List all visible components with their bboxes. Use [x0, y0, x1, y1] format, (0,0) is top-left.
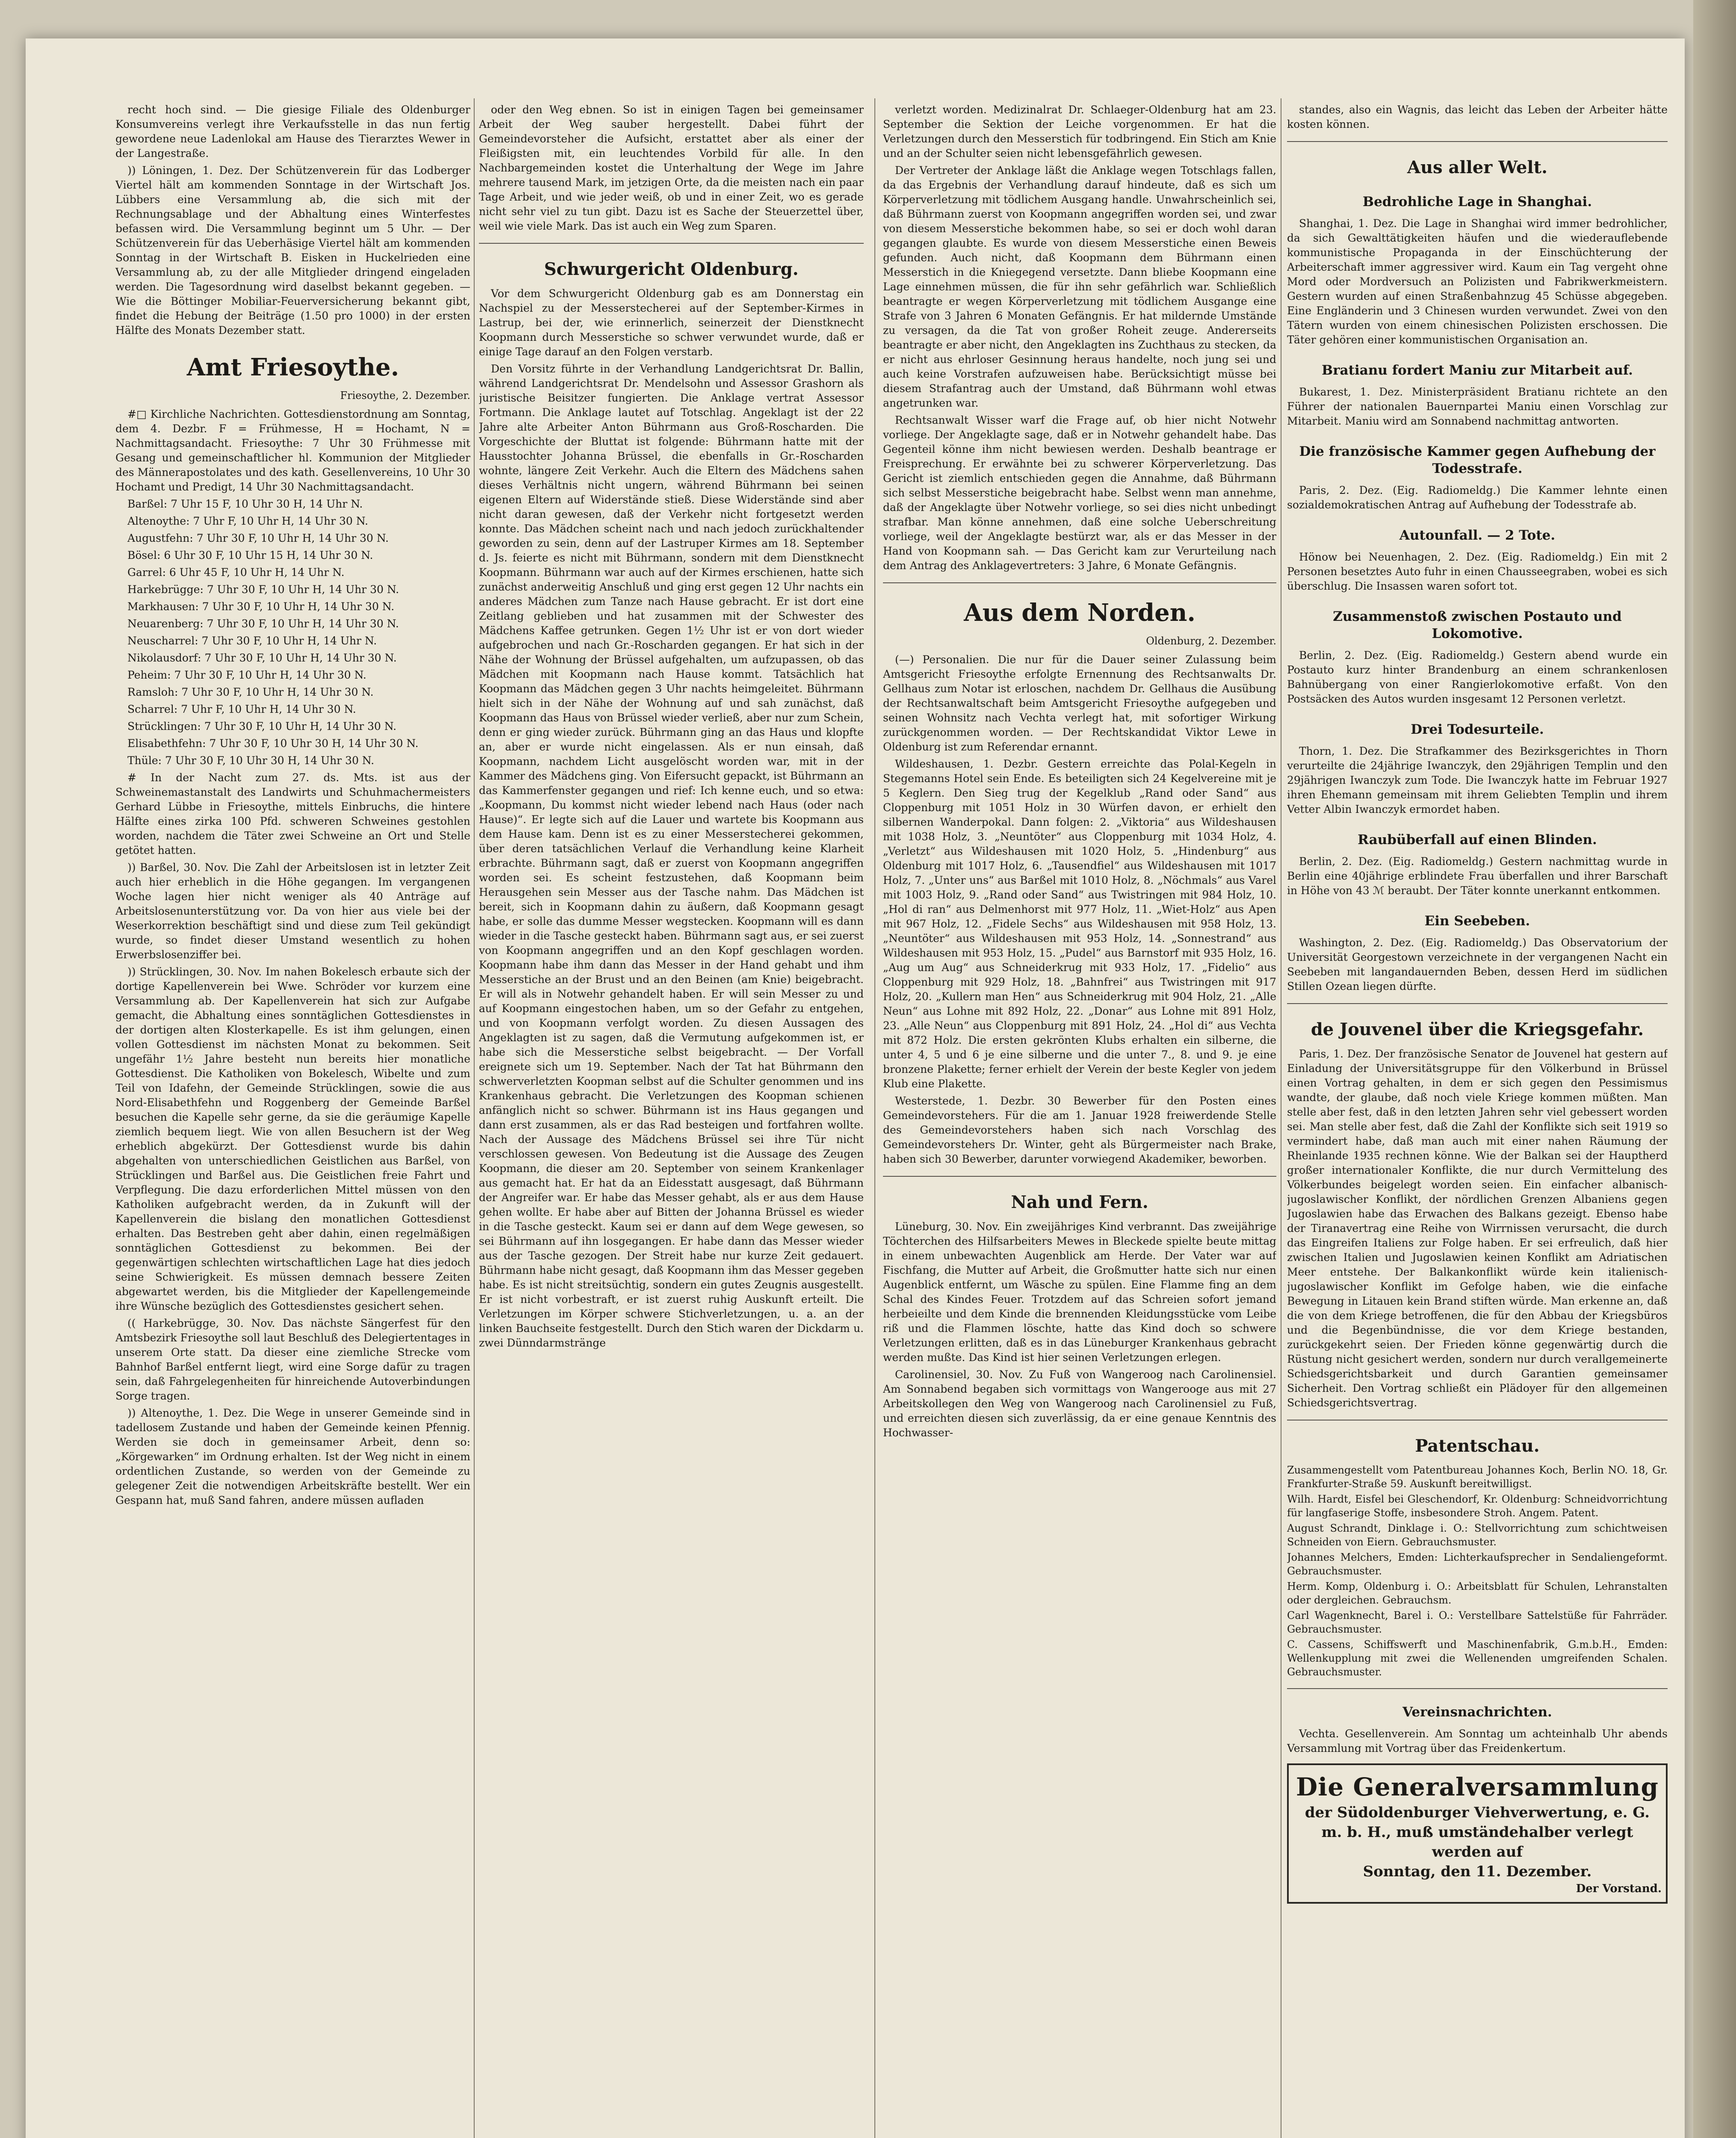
ad-title: Die Generalversammlung [1296, 1772, 1659, 1801]
article-text: Carolinensiel, 30. Nov. Zu Fuß von Wangeroog nach Carolinensiel. Am Sonnabend begaben sich vormittags von Wangerooge aus mit 27 Arbeitskollegen den Weg von Wangeroog nach Carolinensiel zu Fuß, und erreichten diesen sich zuverlässig, da er eine genaue Kenntnis des Hochwasser- [883, 1368, 1276, 1439]
article-headline: Die französische Kammer gegen Aufhebung der Todesstrafe. [1299, 444, 1656, 476]
patent-entry: Carl Wagenknecht, Barel i. O.: Verstellbare Sattelstüße für Fahrräder. Gebrauchsmuster. [1287, 1609, 1668, 1635]
article-text: Berlin, 2. Dez. (Eig. Radiomeldg.) Gestern nachmittag wurde in Berlin eine 40jährige erblindete Frau überfallen und ihrer Barschaft in Höhe von 43 ℳ beraubt. Der Täter konnte unerkannt entkommen. [1287, 855, 1668, 897]
article-headline: Autounfall. — 2 Tote. [1399, 528, 1556, 543]
schedule-line: Barßel: 7 Uhr 15 F, 10 Uhr 30 H, 14 Uhr N. [127, 498, 363, 510]
column-1 [115, 103, 470, 2138]
article-text: )) Barßel, 30. Nov. Die Zahl der Arbeitslosen ist in letzter Zeit auch hier erheblich in die Höhe gegangen. Im vergangenen Woche lagen hier nicht weniger als 40 Anträge auf Arbeitslosenunterstützung vor. Da von hier aus viele bei der Weserkorrektion beschäftigt sind und diese zum Teil gekündigt wurde, so findet dieser Umstand wesentlich zu hohen Erwerbslosenziffer bei. [115, 861, 470, 961]
patent-entry: Herm. Komp, Oldenburg i. O.: Arbeitsblatt für Schulen, Lehranstalten oder dergleichen. Gebrauchsm. [1287, 1580, 1668, 1606]
separator [883, 1176, 1276, 1177]
schedule-line: Scharrel: 7 Uhr F, 10 Uhr H, 14 Uhr 30 N. [127, 703, 356, 715]
schedule-line: Garrel: 6 Uhr 45 F, 10 Uhr H, 14 Uhr N. [127, 566, 345, 579]
column-3 [883, 103, 1276, 2138]
separator [1287, 1003, 1668, 1004]
patent-intro: Zusammengestellt vom Patentbureau Johannes Koch, Berlin NO. 18, Gr. Frankfurter-Straße 59. Auskunft bereitwilligst. [1287, 1464, 1668, 1490]
article-text: Lüneburg, 30. Nov. Ein zweijähriges Kind verbrannt. Das zweijährige Töchterchen des Hilfsarbeiters Mewes in Bleckede spielte beute mittag in einem unbewachten Augenblick am Herde. Der Vater war auf Fischfang, die Mutter auf Arbeit, die Großmutter hatte sich nur einen Augenblick entfernt, um Wäsche zu spülen. Eine Flamme fing an dem Schal des Kindes Feuer. Trotzdem auf das Schreien sofort jemand herbeieilte und dem Kinde die brennenden Kleidungsstücke vom Leibe riß und die Flammen löschte, hatte das Kind doch so schwere Verletzungen erlitten, daß es in das Lüneburger Krankenhaus gebracht werden mußte. Das Kind ist hier seinen Verletzungen erlegen. [883, 1220, 1276, 1364]
section-heading-aus-dem-norden: Aus dem Norden. [964, 599, 1196, 627]
schedule-line: Augustfehn: 7 Uhr 30 F, 10 Uhr H, 14 Uhr 30 N. [127, 532, 389, 544]
article-text: #□ Kirchliche Nachrichten. Gottesdienstordnung am Sonntag, dem 4. Dezbr. F = Frühmesse, H = Hochamt, N = Nachmittagsandacht. Friesoythe: 7 Uhr 30 Frühmesse mit Gesang und gemeinschaftlicher hl. Kommunion der Mitglieder des Männerapostolates und des kath. Gesellenvereins, 10 Uhr 30 Hochamt und Predigt, 14 Uhr 30 Nachmittagsandacht. [115, 408, 470, 493]
ad-date: Sonntag, den 11. Dezember. [1363, 1863, 1592, 1880]
article-text: (( Harkebrügge, 30. Nov. Das nächste Sängerfest für den Amtsbezirk Friesoythe soll laut Beschluß des Delegiertentages in unserem Orte statt. Da dieser eine ziemliche Strecke vom Bahnhof Barßel entfernt liegt, wird eine Sorge dafür zu tragen sein, daß Fahrgelegenheiten für hinreichende Autoverbindungen Sorge tragen. [115, 1317, 470, 1402]
advertisement-box [1287, 1763, 1668, 1904]
schedule-line: Peheim: 7 Uhr 30 F, 10 Uhr H, 14 Uhr 30 N. [127, 669, 366, 681]
patent-entry: Johannes Melchers, Emden: Lichterkaufsprecher in Sendaliengeformt. Gebrauchsmuster. [1287, 1551, 1668, 1577]
schedule-line: Nikolausdorf: 7 Uhr 30 F, 10 Uhr H, 14 Uhr 30 N. [127, 652, 397, 664]
article-text: Bukarest, 1. Dez. Ministerpräsident Bratianu richtete an den Führer der nationalen Bauernpartei Maniu einen Vorschlag zur Mitarbeit. Maniu wird am Sonnabend nachmittag antworten. [1287, 386, 1668, 427]
schedule-line: Neuscharrel: 7 Uhr 30 F, 10 Uhr H, 14 Uhr N. [127, 635, 377, 647]
article-headline: Bratianu fordert Maniu zur Mitarbeit auf. [1322, 363, 1633, 378]
column-4 [1287, 103, 1668, 2138]
section-heading-nah-und-fern: Nah und Fern. [1011, 1192, 1148, 1212]
article-text: Rechtsanwalt Wisser warf die Frage auf, ob hier nicht Notwehr vorliege. Der Angeklagte sage, daß er in Notwehr gehandelt habe. Das Gegenteil könne ihm nicht bewiesen werden. Deshalb beantrage er Freisprechung. Er erwähnte bei zu schwerer Körperverletzung. Das Gericht ist ziemlich entschieden gegen die Annahme, daß Bührmann sich selbst Messerstiche beigebracht habe. Selbst wenn man annehme, daß der Angeklagte über Notwehr vorliege, so sei dies nicht unbedingt strafbar. Man könne annehmen, daß eine solche Ueberschreitung vorliege, weil der Angeklagte bestürzt war, als er das Messer in der Hand von Koopmann sah. — Das Gericht kam zur Verurteilung nach dem Antrag des Anklagevertreters: 3 Jahre, 6 Monate Gefängnis. [883, 414, 1276, 572]
schedule-line: Bösel: 6 Uhr 30 F, 10 Uhr 15 H, 14 Uhr 30 N. [127, 549, 373, 561]
patent-entry: C. Cassens, Schiffswerft und Maschinenfabrik, G.m.b.H., Emden: Wellenkupplung mit zwei die Wellenenden umgreifenden Schalen. Gebrauchsmuster. [1287, 1639, 1668, 1678]
dateline: Friesoythe, 2. Dezember. [340, 390, 470, 402]
page-binding-edge [1693, 0, 1736, 2138]
article-text: Paris, 2. Dez. (Eig. Radiomeldg.) Die Kammer lehnte einen sozialdemokratischen Antrag auf Aufhebung der Todesstrafe ab. [1287, 484, 1668, 511]
article-text: Paris, 1. Dez. Der französische Senator de Jouvenel hat gestern auf Einladung der Universitätsgruppe für den Völkerbund in Brüssel einen Vortrag gehalten, in dem er sich gegen den Pessimismus wandte, der glaube, daß noch viele Kriege kommen müßten. Man stelle aber fest, daß in den letzten Jahren sehr viel gebessert worden sei. Man stelle aber fest, daß die Zahl der Konflikte sich seit 1919 so vermindert habe, daß man auch mit einer nahen Räumung der Rheinlande 1935 rechnen könne. Wie der Balkan sei der Hauptherd großer internationaler Konflikte, die nur durch Vermittelung des Völkerbundes beigelegt worden seien. Ein einfacher albanisch-jugoslawischer Konflikt, der nördlichen Grenzen Albaniens gegen Jugoslawien habe das Erwachen des Balkans gezeigt. Ebenso habe der Tiranavertrag eine Reihe von Wirrnissen verursacht, die durch das Eingreifen Italiens zur Folge haben. Er sei erfreulich, daß hier zwischen Italien und Jugoslawien keinen Konflikt am Adriatischen Meer entstehe. Der Balkankonflikt würde kein italienisch-jugoslawischer Konflikt im Gefolge haben, wie die einfache Bewegung in Litauen kein Brand stiften würde. Man erkenne an, daß die von dem Kriege betroffenen, die für den Abbau der Kriegsbüros und die Begenbündnisse, die vor dem Kriege bestanden, zurückgekehrt seien. Der Frieden könne gegenwärtig durch die Rüstung nicht gesichert werden, sondern nur durch verallgemeinerte Schiedsgerichtsbarkeit und durch Garantien gemeinsamer Sicherheit. Den Vortrag schließt ein Plädoyer für den allgemeinen Schiedsgerichtsvertrag. [1287, 1048, 1668, 1409]
column-2 [479, 103, 864, 2138]
article-headline: Ein Seebeben. [1424, 913, 1530, 929]
article-text: Westerstede, 1. Dezbr. 30 Bewerber für den Posten eines Gemeindevorstehers. Für die am 1. Januar 1928 freiwerdende Stelle des Gemeindevorstehers haben sich nach Vorschlag des Gemeindevorstehers Dr. Winter, geht als Bürgermeister nach Brake, haben sich 30 Bewerber, darunter vorwiegend Akademiker, beworben. [883, 1095, 1276, 1165]
schedule-line: Harkebrügge: 7 Uhr 30 F, 10 Uhr H, 14 Uhr 30 N. [127, 583, 399, 596]
ad-signature: Der Vorstand. [1576, 1882, 1662, 1895]
article-text: # In der Nacht zum 27. ds. Mts. ist aus der Schweinemastanstalt des Landwirts und Schuhmachermeisters Gerhard Lübbe in Friesoythe, mittels Einbruchs, die hintere Hälfte eines zirka 100 Pfd. schweren Schweines gestohlen worden, nachdem die Täter zwei Schweine an Ort und Stelle getötet hatten. [115, 771, 470, 856]
patent-entry: Wilh. Hardt, Eisfel bei Gleschendorf, Kr. Oldenburg: Schneidvorrichtung für langfaserige Stoffe, insbesondere Stroh. Angem. Patent. [1287, 1493, 1668, 1519]
article-text: )) Löningen, 1. Dez. Der Schützenverein für das Lodberger Viertel hält am kommenden Sonntage in der Wirtschaft Jos. Lübbers eine Versammlung ab, die sich mit der Rechnungsablage und der Abhaltung eines Winterfestes befassen wird. Die Versammlung beginnt um 5 Uhr. — Der Schützenverein für das Ueberhäsige Viertel hält am kommenden Sonntag in der Wirtschaft B. Eisken in Huckelrieden eine Versammlung ab, zu der alle Mitglieder dringend eingeladen werden. Die Tagesordnung wird daselbst bekannt gegeben. — Wie die Böttinger Mobiliar-Feuerversicherung bekannt gibt, findet die Hebung der Beiträge (1.50 pro 1000) in der ersten Hälfte des Monats Dezember statt. [115, 164, 470, 337]
newspaper-page [26, 38, 1685, 2138]
article-text: Der Vertreter der Anklage läßt die Anklage wegen Totschlags fallen, da das Ergebnis der Verhandlung darauf hindeute, daß es sich um Körperverletzung mit tödlichem Ausgang handle. Unwahrscheinlich sei, daß Bührmann zuerst von Koopmann angegriffen worden sei, und zwar von diesem Messerstiche bekommen habe, so sei er doch wohl daran gegangen glaubte. Es wurde von diesem Messerstiche einen Beweis gefunden. Auch nicht, daß Koopmann dem Bührmann einen Messerstich in die Kniegegend versetzte. Dann bliebe Koopmann eine Lage einnehmen müssen, die für ihn sehr gefährlich war. Schließlich beantragte er wegen Körperverletzung mit tödlichem Ausgange eine Strafe von 3 Jahren 6 Monaten Gefängnis. Er hat mildernde Umstände zu versagen, da die Tat von großer Roheit zeuge. Andererseits beantragte er aber nicht, den Angeklagten ins Zuchthaus zu stecken, da er nicht aus ehrloser Gesinnung heraus handelte, noch jung sei und auch keine Vorstrafen aufzuweisen habe. Berücksichtigt müsse bei diesem Strafantrag auch der Umstand, daß Bührmann wohl etwas angetrunken war. [883, 164, 1276, 409]
schedule-line: Elisabethfehn: 7 Uhr 30 F, 10 Uhr 30 H, 14 Uhr 30 N. [127, 737, 419, 750]
article-text: )) Altenoythe, 1. Dez. Die Wege in unserer Gemeinde sind in tadellosem Zustande und haben der Gemeinde keinen Pfennig. Werden sie doch in gemeinsamer Arbeit, denn so: „Körgewarken“ im Ordnung erhalten. Ist der Weg nicht in einem ordentlichen Zustande, so werden von der Gemeinde zu gelegener Zeit die notwendigen Arbeitskräfte bestellt. Wer ein Gespann hat, muß Sand fahren, andere müssen aufladen [115, 1407, 470, 1506]
schedule-line: Thüle: 7 Uhr 30 F, 10 Uhr 30 H, 14 Uhr 30 N. [127, 754, 375, 767]
article-text: Shanghai, 1. Dez. Die Lage in Shanghai wird immer bedrohlicher, da sich Gewalttätigkeiten häufen und die wiederauflebende kommunistische Propaganda in der Einschüchterung der Arbeiterschaft immer aggressiver wird. Kaum ein Tag vergeht ohne Mord oder Mordversuch an Polizisten und Fabrikwerkmeistern. Gestern wurden auf einen Straßenbahnzug 45 Schüsse abgegeben. Eine Engländerin und 3 Chinesen wurden verwundet. Zwei von den Tätern wurden von einem chinesischen Polizisten erschossen. Die Täter gehören einer kommunistischen Organisation an. [1287, 217, 1668, 346]
article-text: )) Strücklingen, 30. Nov. Im nahen Bokelesch erbaute sich der dortige Kapellenverein bei Wwe. Schröder vor kurzem eine Versammlung ab. Der Kapellenverein hat sich zur Aufgabe gemacht, die Abhaltung eines sonntäglichen Gottesdienstes in der dortigen alten Klosterkapelle. Es ist ihm gelungen, einen vollen Gottesdienst im nächsten Monat zu bekommen. Seit ungefähr 1½ Jahre besteht nun bereits hier monatliche Gottesdienst. Die Katholiken von Bokelesch, Wibelte und zum Teil von Idafehn, der Gemeinde Strücklingen, sowie die aus Nord-Elisabethfehn und Roggenberg der Gemeinde Barßel besuchen die Kapelle sehr gerne, da sie die geräumige Kapelle ziemlich bequem liegt. Wie von allen Besuchern ist der Weg erheblich abgekürzt. Der Gottesdienst wurde bis dahin abgehalten von unterschiedlichen Geistlichen aus Barßel, von Strücklingen und Barßel aus. Die Geistlichen freie Fahrt und Verpflegung. Die dazu erforderlichen Mittel müssen von den Katholiken aufgebracht werden, da in Zukunft will der Kapellenverein die bislang den monatlichen Gottesdienst erhalten. Das Bestreben geht aber dahin, einen regelmäßigen sonntäglichen Gottesdienst zu bekommen. Bei der gegenwärtigen schlechten wirtschaftlichen Lage hat dies jedoch seine Schwierigkeit. Es müssen demnach bessere Zeiten abgewartet werden, bis die Mitglieder der Kapellengemeinde ihre Wünsche bezüglich des Gottesdienstes gesichert sehen. [115, 966, 470, 1312]
article-text: Den Vorsitz führte in der Verhandlung Landgerichtsrat Dr. Ballin, während Landgerichtsrat Dr. Mendelsohn und Assessor Grashorn als juristische Beisitzer fungierten. Die Anklage vertrat Assessor Fortmann. Die Anklage lautet auf Totschlag. Angeklagt ist der 22 Jahre alte Arbeiter Anton Bührmann aus Groß-Roscharden. Die Vorgeschichte der Bluttat ist folgende: Bührmann hatte mit der Hausstochter Johanna Brüssel, die ebenfalls in Gr.-Roscharden wohnte, längere Zeit Verkehr. Auch die Eltern des Mädchens sahen dieses Verhältnis nicht ungern, während Bührmann bei seinen eigenen Eltern auf Widerstände stieß. Diese Widerstände sind aber nicht daran gewesen, daß der Verkehr nicht fortgesetzt werden konnte. Das Mädchen scheint nach und nach jedoch zurückhaltender geworden zu sein, denn auf der Lastruper Kirmes am 18. September d. Js. feierte es nicht mit Bührmann, sondern mit dem Dienstknecht Koopmann. Bührmann war auch auf der Kirmes erschienen, hatte sich zunächst anderweitig Anschluß und ging erst gegen 12 Uhr nachts ein anderes Mädchen zum Tanze nach Hause gebracht. Er ist dort eine Zeitlang geblieben und hat zusammen mit der Schwester des Mädchens Kaffee getrunken. Gegen 1½ Uhr ist er von dort wieder aufgebrochen und nach Gr.-Roscharden gegangen. Er hat sich in der Nähe der Wohnung der Brüssel aufgehalten, um aufzupassen, ob das Mädchen mit Koopmann nach Hause kommt. Tatsächlich hat Koopmann das Mädchen gegen 3 Uhr nachts heimgeleitet. Bührmann hielt sich in der Nähe der Wohnung auf und sah zunächst, daß Koopmann das Haus von Brüssel wieder verließ, aber nur zum Schein, denn er ging wieder zurück. Bührmann ging an das Haus und klopfte an, aber er wurde nicht eingelassen. Als er nun einsah, daß Koopmann, nachdem Licht ausgelöscht worden war, mit in der Kammer des Mädchens ging. Von Eifersucht gepackt, ist Bührmann an das Kammerfenster gegangen und rief: Ich kenne euch, und so etwa: „Koopmann, Du kommst nicht wieder lebend nach Haus (oder nach Hause)“. Er legte sich auf die Lauer und wartete bis Koopmann aus dem Hause kam. Denn ist es zu einer Messerstecherei gekommen, über deren tatsächlichen Verlauf die Verhandlung keine Klarheit erbrachte. Bührmann sagt, daß er zuerst von Koopmann angegriffen worden sei. Es scheint festzustehen, daß Koopmann beim Herausgehen sein Messer aus der Tasche nahm. Das Mädchen ist bereit, sich in Koopmann dahin zu äußern, daß Koopmann gesagt habe, er solle das dumme Messer wegstecken. Koopmann will es dann wieder in die Tasche gesteckt haben. Bührmann sagt aus, er sei zuerst von Koopmann angegriffen und an den Kopf geschlagen worden. Koopmann habe ihm dann das Messer in der Hand gehabt und ihm Messerstiche an der Brust und an den Beinen (am Knie) beigebracht. Er will als in Notwehr gehandelt haben. Er will sein Messer zu und auf Koopmann eingestochen haben, um so der Gefahr zu entgehen, und von Koopmann verfolgt worden. Zu diesen Aussagen des Angeklagten ist zu sagen, daß die Vermutung aufgekommen ist, er habe sich die Messerstiche selbst beigebracht. — Der Vorfall ereignete sich um 19. September. Nach der Tat hat Bührmann den schwerverletzten Koopman selbst auf die Schulter genommen und ins Krankenhaus gebracht. Die Verletzungen des Koopman schienen anfänglich nicht so schwer. Bührmann ist ins Haus gegangen und dann erst zusammen, als er das Rad besteigen und fortfahren wollte. Nach der Aussage des Mädchens Brüssel sei ihre Tür nicht verschlossen gewesen. Von Bedeutung ist die Aussage des Zeugen Koopmann, die dieser am 20. September von seinem Krankenlager aus gemacht hat. Er hat da an Eidesstatt ausgesagt, daß Bührmann der Angreifer war. Er habe das Messer gehabt, als er aus dem Hause gehen wollte. Er habe aber auf Bitten der Johanna Brüssel es wieder in die Tasche gesteckt. Kaum sei er dann auf dem Wege gewesen, so sei Bührmann auf ihn losgegangen. Er habe dann das Messer wieder aus der Tasche gezogen. Der Streit habe nur kurze Zeit gedauert. Bührmann habe nicht gesagt, daß Koopmann ihm das Messer gegeben habe. Es ist nicht streitsüchtig, sondern ein gutes Zeugnis ausgestellt. Er ist nicht vorbestraft, er ist zuerst ruhig Auskunft erteilt. Die Verletzungen im Körper schwere Stichverletzungen, u. a. an der linken Bauchseite festgestellt. Durch den Stich waren der Dickdarm u. zwei Dünndarmstränge [479, 363, 864, 1349]
ad-body: der Südoldenburger Viehverwertung, e. G. m. b. H., muß umständehalber verlegt werden auf [1305, 1804, 1650, 1860]
article-text: verletzt worden. Medizinalrat Dr. Schlaeger-Oldenburg hat am 23. September die Sektion der Leiche vorgenommen. Er hat die Verletzungen durch den Messerstich für todbringend. Ein Stich am Knie und an der Schulter seien nicht lebensgefährlich gewesen. [883, 103, 1276, 159]
separator [1287, 1688, 1668, 1689]
article-text: Thorn, 1. Dez. Die Strafkammer des Bezirksgerichtes in Thorn verurteilte die 24jährige Iwanczyk, den 29jährigen Templin und den 29jährigen Iwanczyk zum Tode. Die Iwanczyk hatte im Februar 1927 ihren Ehemann gemeinsam mit ihrem Geliebten Templin und ihrem Vetter Albin Iwanczyk ermordet haben. [1287, 745, 1668, 815]
article-headline: Raubüberfall auf einen Blinden. [1358, 832, 1597, 848]
article-text: (—) Personalien. Die nur für die Dauer seiner Zulassung beim Amtsgericht Friesoythe erfolgte Ernennung des Rechtsanwalts Dr. Gellhaus zum Notar ist erloschen, nachdem Dr. Gellhaus die Ausübung der Rechtsanwaltschaft beim Amtsgericht Friesoythe aufgegeben und seinen Wohnsitz nach Vechta verlegt hat, mit sofortiger Wirkung zurückgenommen worden. — Der Rechtskandidat Viktor Lewe in Oldenburg ist zum Referendar ernannt. [883, 653, 1276, 753]
schedule-line: Altenoythe: 7 Uhr F, 10 Uhr H, 14 Uhr 30 N. [127, 515, 369, 527]
dateline: Oldenburg, 2. Dezember. [1146, 635, 1276, 647]
article-text: Vor dem Schwurgericht Oldenburg gab es am Donnerstag ein Nachspiel zu der Messerstecherei auf der September-Kirmes in Lastrup, bei der, wie erinnerlich, seinerzeit der Dienstknecht Koopmann durch Messerstiche so schwer verwundet wurde, daß er einige Tage darauf an den Folgen verstarb. [479, 287, 864, 358]
section-heading-schwurgericht: Schwurgericht Oldenburg. [544, 259, 799, 279]
separator [479, 243, 864, 244]
section-heading-jouvenel: de Jouvenel über die Kriegsgefahr. [1311, 1019, 1644, 1039]
article-text: recht hoch sind. — Die giesige Filiale des Oldenburger Konsumvereins verlegt ihre Verkaufsstelle in das nun fertig gewordene neue Ladenlokal am Hause des Tierarztes Wewer in der Langestraße. [115, 103, 470, 159]
article-text: standes, also ein Wagnis, das leicht das Leben der Arbeiter hätte kosten können. [1287, 103, 1668, 130]
schedule-line: Ramsloh: 7 Uhr 30 F, 10 Uhr H, 14 Uhr 30 N. [127, 686, 374, 698]
article-text: Berlin, 2. Dez. (Eig. Radiomeldg.) Gestern abend wurde ein Postauto kurz hinter Brandenburg an einem schrankenlosen Bahnübergang von einer Rangierlokomotive erfaßt. Von den Postsäcken des Autos wurden insgesamt 12 Personen verletzt. [1287, 649, 1668, 705]
article-headline: Zusammenstoß zwischen Postauto und Lokomotive. [1333, 609, 1622, 641]
article-text: Vechta. Gesellenverein. Am Sonntag um achteinhalb Uhr abends Versammlung mit Vortrag über das Freidenkertum. [1287, 1728, 1668, 1754]
column-rule [474, 98, 475, 2138]
article-text: Hönow bei Neuenhagen, 2. Dez. (Eig. Radiomeldg.) Ein mit 2 Personen besetztes Auto fuhr in einen Chausseegraben, wobei es sich überschlug. Die Insassen waren sofort tot. [1287, 551, 1668, 592]
article-headline: Drei Todesurteile. [1411, 722, 1544, 737]
section-heading-amt-friesoythe: Amt Friesoythe. [186, 353, 399, 381]
separator [883, 582, 1276, 583]
section-heading-aus-aller-welt: Aus aller Welt. [1407, 157, 1548, 177]
patent-entry: August Schrandt, Dinklage i. O.: Stellvorrichtung zum schichtweisen Schneiden von Eiern. Gebrauchsmuster. [1287, 1522, 1668, 1548]
column-rule [874, 98, 875, 2138]
schedule-line: Neuarenberg: 7 Uhr 30 F, 10 Uhr H, 14 Uhr 30 N. [127, 617, 399, 630]
article-text: Washington, 2. Dez. (Eig. Radiomeldg.) Das Observatorium der Universität Georgestown verzeichnete in der vergangenen Nacht ein Seebeben mit langandauernden Beben, dessen Herd im südlichen Stillen Ozean liegen dürfte. [1287, 936, 1668, 992]
schedule-line: Markhausen: 7 Uhr 30 F, 10 Uhr H, 14 Uhr 30 N. [127, 600, 395, 613]
article-text: Wildeshausen, 1. Dezbr. Gestern erreichte das Polal-Kegeln in Stegemanns Hotel sein Ende. Es beteiligten sich 24 Kegelvereine mit je 5 Keglern. Den Sieg trug der Kegelklub „Rand oder Sand“ aus Cloppenburg mit 1051 Holz in 30 Würfen davon, er erhielt den silbernen Wanderpokal. Dann folgen: 2. „Viktoria“ aus Wildeshausen mit 1038 Holz, 3. „Neuntöter“ aus Cloppenburg mit 1034 Holz, 4. „Verletzt“ aus Wildeshausen mit 1020 Holz, 5. „Hindenburg“ aus Oldenburg mit 1017 Holz, 6. „Tausendfiel“ aus Wildeshausen mit 1017 Holz, 7. „Unter uns“ aus Barßel mit 1010 Holz, 8. „Nöchmals“ aus Varel mit 1003 Holz, 9. „Rand oder Sand“ aus Twistringen mit 984 Holz, 10. „Hol di ran“ aus Delmenhorst mit 977 Holz, 11. „Wiet-Holz“ aus Apen mit 967 Holz, 12. „Fidele Sechs“ aus Wildeshausen mit 958 Holz, 13. „Neuntöter“ aus Wildeshausen mit 953 Holz, 14. „Sonnestrand“ aus Wildeshausen mit 953 Holz, 15. „Pudel“ aus Barnstorf mit 935 Holz, 16. „Aug um Aug“ aus Schneiderkrug mit 933 Holz, 17. „Fidelio“ aus Cloppenburg mit 929 Holz, 18. „Bahnfrei“ aus Twistringen mit 917 Holz, 20. „Kullern man Hen“ aus Schneiderkrug mit 904 Holz, 21. „Alle Neun“ aus Lohne mit 892 Holz, 22. „Donar“ aus Lohne mit 891 Holz, 23. „Alle Neun“ aus Cloppenburg mit 891 Holz, 24. „Hol di“ aus Vechta mit 872 Holz. Die ersten gekrönten Klubs erhalten ein silberne, die unter 4, 5 und 6 je eine silberne und die unter 7., 8. und 9. je eine bronzene Plakette; ferner erhielt der Verein der beste Kegler von jedem Klub eine Plakette. [883, 758, 1276, 1090]
article-text: oder den Weg ebnen. So ist in einigen Tagen bei gemeinsamer Arbeit der Weg sauber hergestellt. Dabei führt der Gemeindevorsteher die Aufsicht, erstattet aber als einer der Fleißigsten mit, ein leuchtendes Vorbild für alle. In den Nachbargemeinden kostet die Unterhaltung der Wege im Jahre mehrere tausend Mark, im jetzigen Orte, da die meisten nach ein paar Tage Arbeit, und wie jeder weiß, ob und in einer Zeit, wo es gerade nicht sehr viel zu tun gibt. Dazu ist es Sache der Steuerzettel über, weil wie viele Mark. Das ist auch ein Weg zum Sparen. [479, 103, 864, 232]
section-heading-patentschau: Patentschau. [1415, 1436, 1540, 1456]
schedule-line: Strücklingen: 7 Uhr 30 F, 10 Uhr H, 14 Uhr 30 N. [127, 720, 397, 732]
article-headline: Bedrohliche Lage in Shanghai. [1362, 194, 1592, 210]
section-heading-vereinsnachrichten: Vereinsnachrichten. [1402, 1704, 1552, 1720]
separator [1287, 141, 1668, 142]
